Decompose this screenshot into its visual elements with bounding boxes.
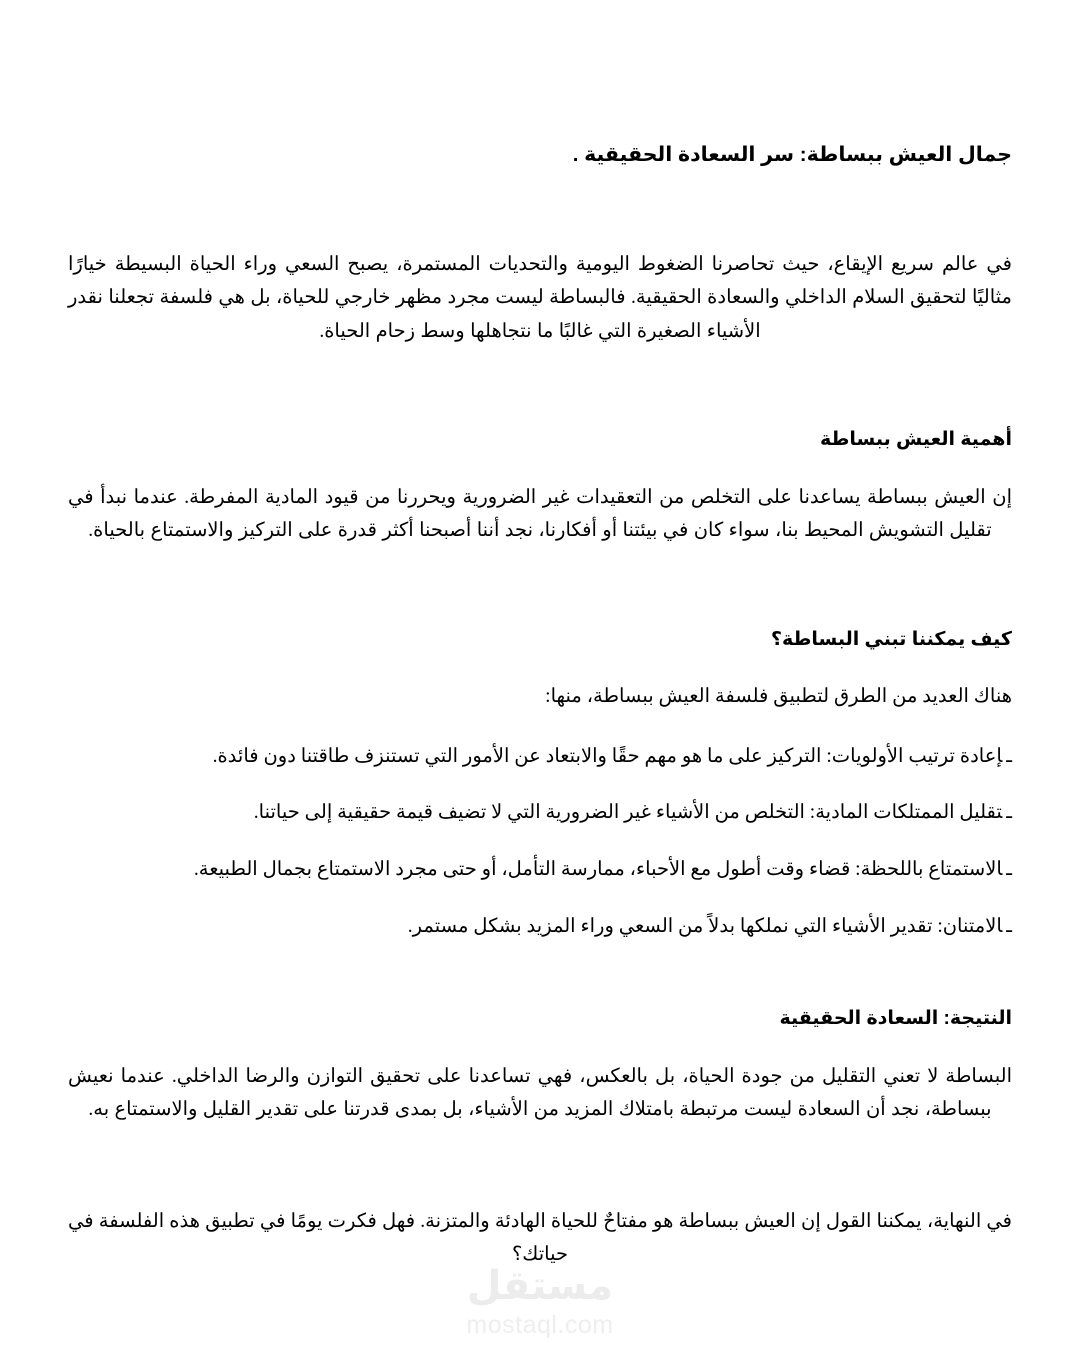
list-item-text: إعادة ترتيب الأولويات: التركيز على ما هو مهم حقًا والابتعاد عن الأمور التي تستنزف طاقتنا دون فائدة. [212, 745, 1003, 767]
bullet-dash-icon: ـ [1006, 858, 1012, 880]
list-item [68, 910, 1012, 944]
list-item-text: تقليل الممتلكات المادية: التخلص من الأشياء غير الضرورية التي لا تضيف قيمة حقيقية إلى حياتنا. [253, 802, 1003, 824]
document-body [68, 140, 1012, 1272]
spacer [68, 714, 1012, 740]
spacer [68, 455, 1012, 481]
list-item-text: الاستمتاع باللحظة: قضاء وقت أطول مع الأحباء، ممارسة التأمل، أو حتى مجرد الاستمتاع بجمال الطبيعة. [193, 858, 1003, 880]
section-heading-importance: أهمية العيش ببساطة [819, 429, 1012, 451]
list-item [68, 853, 1012, 887]
bullet-dash-icon: ـ [1006, 745, 1012, 767]
section-heading-result: النتيجة: السعادة الحقيقية [779, 1008, 1012, 1030]
closing-paragraph: في النهاية، يمكننا القول إن العيش ببساطة هو مفتاحٌ للحياة الهادئة والمتزنة. فهل فكرت يومًا في تطبيق هذه الفلسفة في حياتك؟ [68, 1210, 1012, 1266]
spacer [68, 654, 1012, 680]
bullet-list-lead: هناك العديد من الطرق لتطبيق فلسفة العيش ببساطة، منها: [545, 686, 1012, 708]
list-item [68, 796, 1012, 830]
watermark-brand-domain: mostaql.com [466, 1311, 614, 1339]
spacer [68, 943, 1012, 1005]
list-item-text: الامتنان: تقدير الأشياء التي نملكها بدلاً من السعي وراء المزيد بشكل مستمر. [407, 915, 1003, 937]
section-heading-how-to: كيف يمكننا تبني البساطة؟ [770, 628, 1012, 650]
intro-paragraph: في عالم سريع الإيقاع، حيث تحاصرنا الضغوط اليومية والتحديات المستمرة، يصبح السعي وراء الحياة البسيطة خيارًا مثاليًا لتحقيق السلام الداخلي والسعادة الحقيقية. فالبساطة ليست مجرد مظهر خارجي للحياة، بل هي فلسفة تجعلنا نقدر الأشياء الصغيرة التي غالبًا ما نتجاهلها وسط زحام الحياة. [68, 253, 1012, 342]
page-title: جمال العيش ببساطة: سر السعادة الحقيقية . [572, 143, 1012, 166]
section-paragraph-importance: إن العيش ببساطة يساعدنا على التخلص من التعقيدات غير الضرورية ويحررنا من قيود المادية المفرطة. عندما نبدأ في تقليل التشويش المحيط بنا، سواء كان في بيئتنا أو أفكارنا، نجد أننا أصبحنا أكثر قدرة على التركيز والاستمتاع بالحياة. [68, 486, 1012, 542]
bullet-dash-icon: ـ [1006, 802, 1012, 824]
spacer [68, 548, 1012, 626]
list-item [68, 740, 1012, 774]
bullet-dash-icon: ـ [1006, 915, 1012, 937]
spacer [68, 170, 1012, 248]
spacer [68, 1034, 1012, 1060]
spacer [68, 348, 1012, 426]
practices-list [68, 740, 1012, 943]
mostaql-watermark [0, 1263, 1080, 1339]
section-paragraph-result: البساطة لا تعني التقليل من جودة الحياة، بل بالعكس، فهي تساعدنا على تحقيق التوازن والرضا الداخلي. عندما نعيش ببساطة، نجد أن السعادة ليست مرتبطة بامتلاك المزيد من الأشياء، بل بمدى قدرتنا على تقدير القليل والاستمتاع به. [68, 1065, 1012, 1121]
watermark-brand-arabic: مستقل [466, 1263, 614, 1309]
spacer [68, 1127, 1012, 1205]
